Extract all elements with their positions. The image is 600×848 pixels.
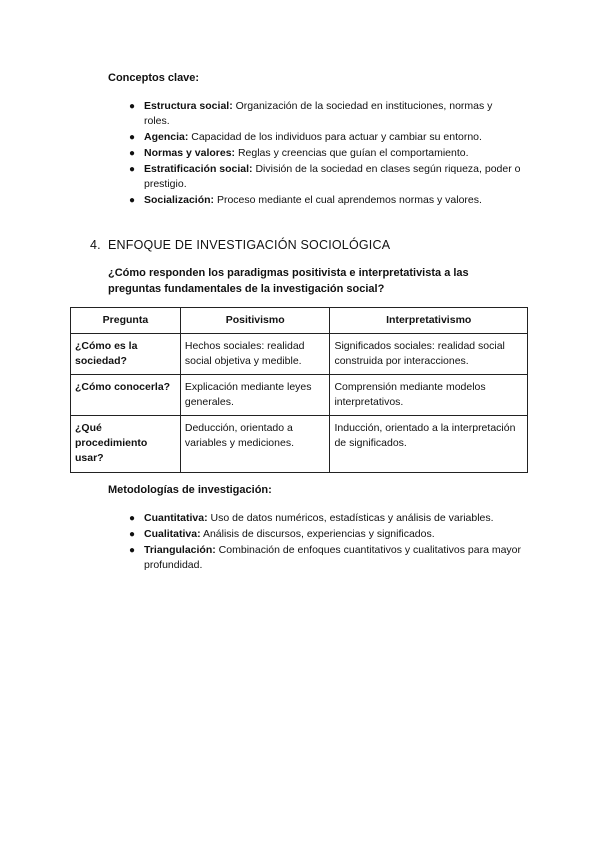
table-cell: Inducción, orientado a la interpretación de significados. — [330, 416, 528, 473]
table-row — [71, 334, 528, 375]
list-item: ● Normas y valores: Reglas y creencias que guían el comportamiento. — [129, 147, 469, 159]
methods-heading: Metodologías de investigación: — [108, 484, 272, 496]
bullet-icon: ● — [129, 545, 136, 556]
section-question: ¿Cómo responden los paradigmas positivista e interpretativista a las preguntas fundamentales de la investigación social? — [108, 267, 469, 295]
table-row — [71, 375, 528, 416]
bullet-icon: ● — [129, 132, 136, 143]
methods-list — [126, 511, 521, 574]
list-item: ● Agencia: Capacidad de los individuos para actuar y cambiar su entorno. — [129, 131, 482, 143]
section-number: 4. — [90, 238, 101, 252]
table-cell: Significados sociales: realidad social construida por interacciones. — [330, 334, 528, 375]
row-question: ¿Qué procedimiento usar? — [71, 416, 181, 473]
column-header: Pregunta — [71, 308, 181, 334]
list-item: ● Estratificación social: División de la sociedad en clases según riqueza, poder o prestigio. — [129, 163, 521, 190]
list-item: ● Socialización: Proceso mediante el cual aprendemos normas y valores. — [129, 194, 482, 206]
list-item: ● Cuantitativa: Uso de datos numéricos, estadísticas y análisis de variables. — [129, 512, 494, 524]
table-cell: Comprensión mediante modelos interpretativos. — [330, 375, 528, 416]
bullet-icon: ● — [129, 195, 136, 206]
table-cell: Hechos sociales: realidad social objetiva y medible. — [180, 334, 330, 375]
table-cell: Deducción, orientado a variables y mediciones. — [180, 416, 330, 473]
list-item: ● Estructura social: Organización de la sociedad en instituciones, normas y roles. — [129, 100, 493, 127]
bullet-icon: ● — [129, 164, 136, 175]
row-question: ¿Cómo es la sociedad? — [71, 334, 181, 375]
table-header-row — [71, 308, 528, 334]
bullet-icon: ● — [129, 513, 136, 524]
section-title — [90, 238, 390, 252]
bullet-icon: ● — [129, 101, 136, 112]
column-header: Interpretativismo — [330, 308, 528, 334]
section-title-text: ENFOQUE DE INVESTIGACIÓN SOCIOLÓGICA — [108, 238, 391, 252]
list-item: ● Triangulación: Combinación de enfoques cuantitativos y cualitativos para mayor profundidad. — [129, 544, 522, 571]
bullet-icon: ● — [129, 148, 136, 159]
concepts-heading: Conceptos clave: — [108, 72, 200, 84]
table-cell: Explicación mediante leyes generales. — [180, 375, 330, 416]
table-row — [71, 416, 528, 473]
list-item: ● Cualitativa: Análisis de discursos, experiencias y significados. — [129, 528, 435, 540]
paradigm-table — [70, 307, 528, 473]
row-question: ¿Cómo conocerla? — [71, 375, 181, 416]
column-header: Positivismo — [180, 308, 330, 334]
bullet-icon: ● — [129, 529, 136, 540]
concepts-list — [126, 99, 521, 209]
